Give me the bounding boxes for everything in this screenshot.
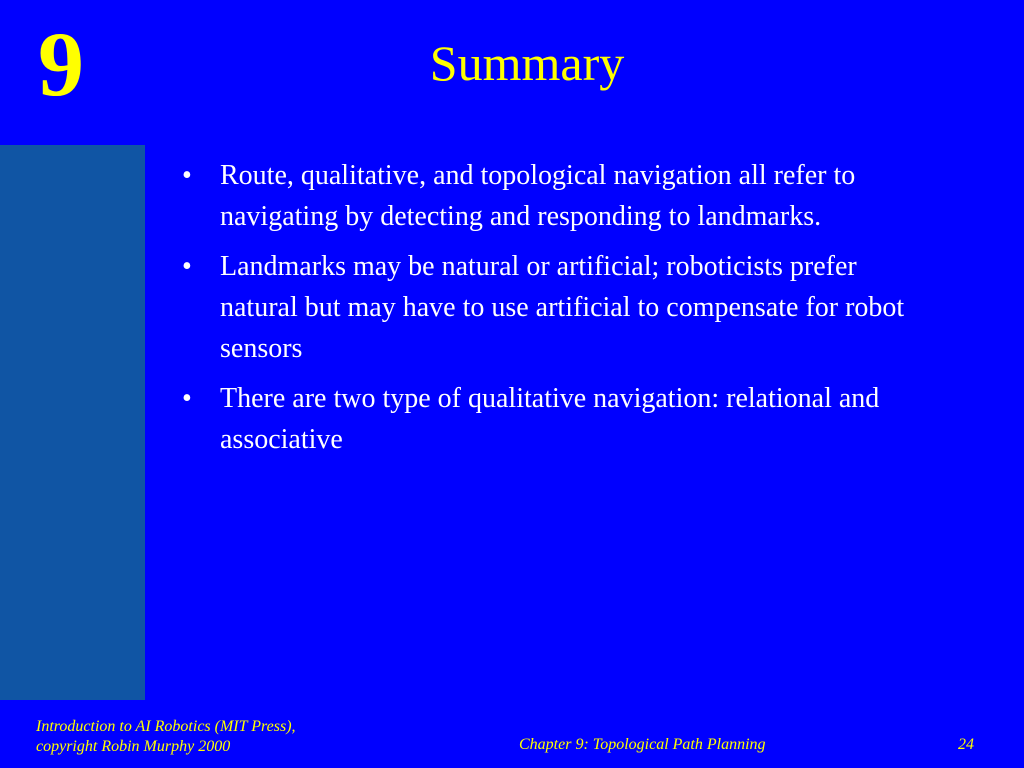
bullet-item	[182, 378, 922, 460]
bullet-marker: •	[182, 383, 192, 414]
side-bar	[0, 145, 145, 700]
bullet-list	[182, 155, 922, 469]
footer-chapter-label: Chapter 9: Topological Path Planning	[519, 736, 766, 753]
bullet-marker: •	[182, 251, 192, 282]
slide-title: Summary	[429, 35, 625, 91]
bullet-marker: •	[182, 160, 192, 191]
footer-credit-line: Introduction to AI Robotics (MIT Press),	[36, 718, 296, 735]
footer-credit	[36, 717, 296, 757]
bullet-text: There are two type of qualitative navigation: relational and associative	[220, 383, 880, 455]
page-number: 24	[958, 736, 974, 753]
footer-copyright-line: copyright Robin Murphy 2000	[36, 738, 231, 755]
chapter-number: 9	[38, 13, 84, 115]
bullet-item	[182, 155, 922, 237]
bullet-text: Landmarks may be natural or artificial; roboticists prefer natural but may have to use artificial to compensate for robot sensors	[220, 251, 905, 364]
bullet-item	[182, 246, 922, 369]
bullet-text: Route, qualitative, and topological navigation all refer to navigating by detecting and responding to landmarks.	[220, 160, 856, 232]
